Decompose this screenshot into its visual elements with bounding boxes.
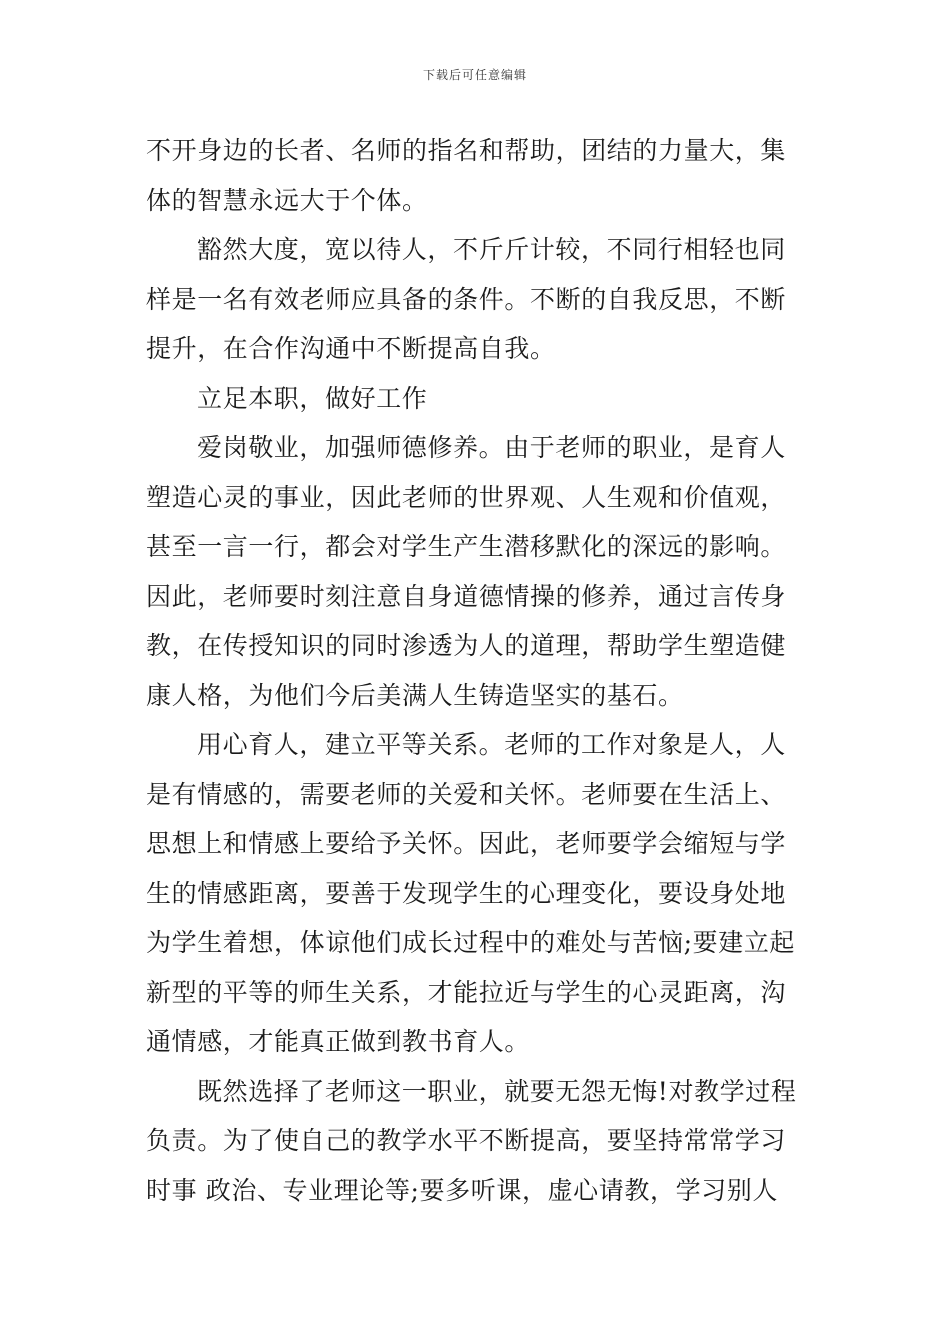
text-line: 豁然大度，宽以待人，不斤斤计较，不同行相轻也同 <box>197 235 786 264</box>
text-line: 体的智慧永远大于个体。 <box>146 185 428 215</box>
text-line: 甚至一言一行，都会对学生产生潜移默化的深远的影响。 <box>146 532 787 561</box>
text-line: 通情感，才能真正做到教书育人。 <box>146 1027 531 1056</box>
text-line: 教，在传授知识的同时渗透为人的道理，帮助学生塑造健 <box>146 631 787 660</box>
text-line: 为学生着想，体谅他们成长过程中的难处与苦恼;要建立起 <box>146 928 796 957</box>
text-line: 康人格，为他们今后美满人生铸造坚实的基石。 <box>146 680 684 710</box>
text-line: 思想上和情感上要给予关怀。因此，老师要学会缩短与学 <box>146 829 787 858</box>
text-line: 是有情感的，需要老师的关爱和关怀。老师要在生活上、 <box>146 779 787 809</box>
text-line: 爱岗敬业，加强师德修养。由于老师的职业，是育人 <box>197 433 786 462</box>
text-line: 塑造心灵的事业，因此老师的世界观、人生观和价值观， <box>146 482 787 512</box>
text-line: 生的情感距离，要善于发现学生的心理变化，要设身处地 <box>146 878 787 908</box>
text-line: 提升，在合作沟通中不断提高自我。 <box>146 334 556 363</box>
page-header: 下载后可任意编辑 <box>422 68 527 82</box>
text-line: 时事 政治、专业理论等;要多听课，虚心请教，学习别人 <box>146 1175 778 1205</box>
text-line: 新型的平等的师生关系，才能拉近与学生的心灵距离，沟 <box>146 977 787 1007</box>
text-line: 负责。为了使自己的教学水平不断提高，要坚持常常学习 <box>146 1126 787 1155</box>
text-line: 样是一名有效老师应具备的条件。不断的自我反思，不断 <box>146 284 787 314</box>
text-line: 既然选择了老师这一职业，就要无怨无悔!对教学过程 <box>197 1076 797 1106</box>
text-line: 用心育人，建立平等关系。老师的工作对象是人，人 <box>197 730 786 759</box>
text-line: 不开身边的长者、名师的指名和帮助，团结的力量大，集 <box>146 136 787 165</box>
text-line: 因此，老师要时刻注意自身道德情操的修养，通过言传身 <box>146 581 787 611</box>
section-heading: 立足本职，做好工作 <box>197 383 428 413</box>
document-body <box>146 126 812 1215</box>
